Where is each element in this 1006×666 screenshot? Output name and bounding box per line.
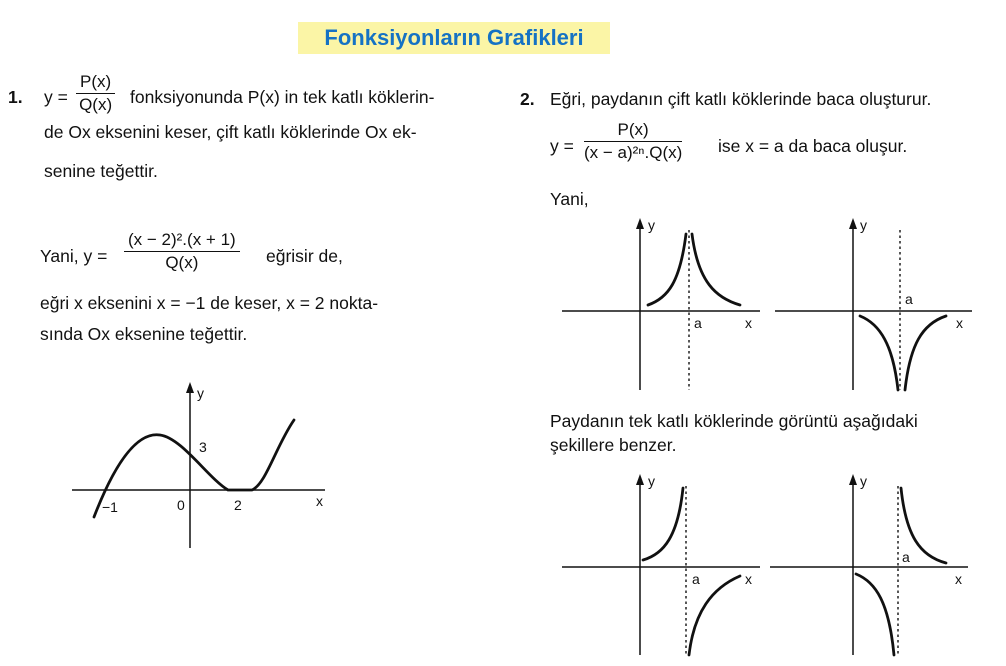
graph-odd-2	[770, 473, 968, 655]
graph-even-up-x: x	[745, 315, 752, 331]
item1-line4: eğri x eksenini x = −1 de keser, x = 2 nokta-	[40, 293, 379, 313]
item1-example-numerator: (x − 2)².(x + 1)	[124, 230, 240, 252]
graph-odd-2-a: a	[902, 549, 910, 565]
item2-fraction-numerator: P(x)	[584, 120, 682, 142]
item1-number: 1.	[8, 87, 23, 107]
item1-fraction-denominator: Q(x)	[79, 95, 113, 114]
graph-even-down-x: x	[956, 315, 963, 331]
item1-fraction-numerator: P(x)	[76, 72, 115, 94]
item1-x-label: x	[316, 493, 323, 509]
graph-even-up-y: y	[648, 217, 655, 233]
graph-odd-1-x: x	[745, 571, 752, 587]
item2-para1: Paydanın tek katlı köklerinde görüntü aşağıdaki	[550, 411, 918, 431]
item1-line5: sında Ox eksenine teğettir.	[40, 324, 248, 344]
graph-odd-1	[562, 473, 760, 655]
graph-odd-2-y: y	[860, 473, 867, 489]
item2-line1: Eğri, paydanın çift katlı köklerinde baca oluşturur.	[550, 89, 932, 109]
item1-x-tick-minus1: −1	[102, 499, 118, 515]
item1-yani: Yani, y =	[40, 246, 108, 266]
graph-odd-1-y: y	[648, 473, 655, 489]
graph-odd-1-a: a	[692, 571, 700, 587]
graph-even-up	[562, 217, 760, 390]
item1-lhs: y =	[44, 87, 68, 107]
item1-line3: senine teğettir.	[44, 161, 158, 181]
graph-even-down-a: a	[905, 291, 913, 307]
item1-line2: de Ox eksenini keser, çift katlı köklerinde Ox ek-	[44, 122, 417, 142]
graph-even-up-a: a	[694, 315, 702, 331]
item1-y-tick: 3	[199, 439, 207, 455]
item2-para2: şekillere benzer.	[550, 435, 677, 455]
page-title: Fonksiyonların Grafikleri	[298, 22, 610, 54]
graph-odd-2-x: x	[955, 571, 962, 587]
item1-x-tick-2: 2	[234, 497, 242, 513]
graph-even-down	[775, 217, 972, 390]
item1-x-tick-0: 0	[177, 497, 185, 513]
item2-fraction-denominator: (x − a)²ⁿ.Q(x)	[584, 143, 683, 162]
item2-lhs: y =	[550, 136, 574, 156]
item1-example-denominator: Q(x)	[165, 253, 199, 272]
item2-rest: ise x = a da baca oluşur.	[718, 136, 908, 156]
item2-number: 2.	[520, 89, 535, 109]
item1-y-label: y	[197, 385, 204, 401]
item1-line1: fonksiyonunda P(x) in tek katlı köklerin-	[130, 87, 435, 107]
item2-yani: Yani,	[550, 189, 589, 209]
graph-even-down-y: y	[860, 217, 867, 233]
item1-example-rest: eğrisir de,	[266, 246, 343, 266]
